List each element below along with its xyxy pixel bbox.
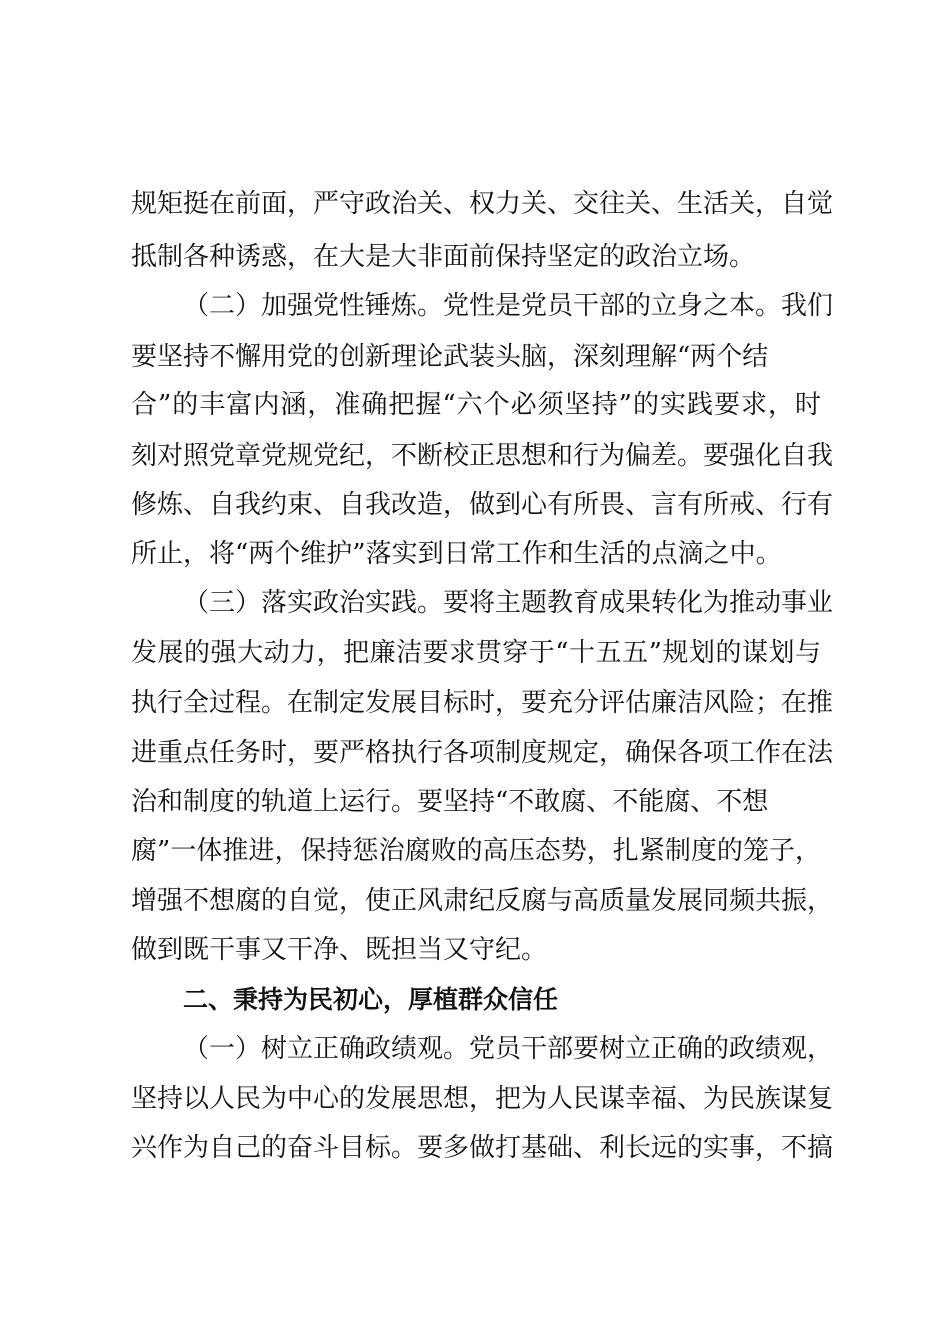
text-line: 发展的强大动力，把廉洁要求贯穿于“十五五”规划的谋划与	[131, 638, 821, 668]
text-line: 所止，将“两个维护”落实到日常工作和生活的点滴之中。	[131, 539, 782, 569]
text-line: 进重点任务时，要严格执行各项制度规定，确保各项工作在法	[131, 738, 834, 768]
section-heading: 二、秉持为民初心，厚植群众信任	[183, 985, 559, 1014]
paragraph-start-line: （三）落实政治实践。要将主题教育成果转化为推动事业	[183, 588, 834, 618]
text-line: 增强不想腐的自觉，使正风肃纪反腐与高质量发展同频共振，	[131, 886, 834, 916]
text-line: 修炼、自我约束、自我改造，做到心有所畏、言有所戒、行有	[131, 490, 834, 520]
text-line: 做到既干事又干净、既担当又守纪。	[131, 935, 548, 965]
text-line: 治和制度的轨道上运行。要坚持“不敢腐、不能腐、不想	[131, 787, 769, 817]
text-line: 坚持以人民为中心的发展思想，把为人民谋幸福、为民族谋复	[131, 1084, 834, 1114]
text-line: 腐”一体推进，保持惩治腐败的高压态势，扎紧制度的笼子，	[131, 836, 821, 866]
text-line: 要坚持不懈用党的创新理论武装头脑，深刻理解“两个结	[131, 342, 769, 372]
text-line: 抵制各种诱惑，在大是大非面前保持坚定的政治立场。	[131, 242, 756, 272]
text-line: 规矩挺在前面，严守政治关、权力关、交往关、生活关，自觉	[131, 189, 834, 219]
text-line: 执行全过程。在制定发展目标时，要充分评估廉洁风险；在推	[131, 688, 834, 718]
text-line: 兴作为自己的奋斗目标。要多做打基础、利长远的实事，不搞	[131, 1133, 834, 1163]
text-line: 刻对照党章党规党纪，不断校正思想和行为偏差。要强化自我	[131, 441, 834, 471]
paragraph-start-line: （一）树立正确政绩观。党员干部要树立正确的政绩观，	[183, 1034, 834, 1064]
paragraph-start-line: （二）加强党性锤炼。党性是党员干部的立身之本。我们	[183, 291, 834, 321]
text-line: 合”的丰富内涵，准确把握“六个必须坚持”的实践要求，时	[131, 390, 821, 420]
